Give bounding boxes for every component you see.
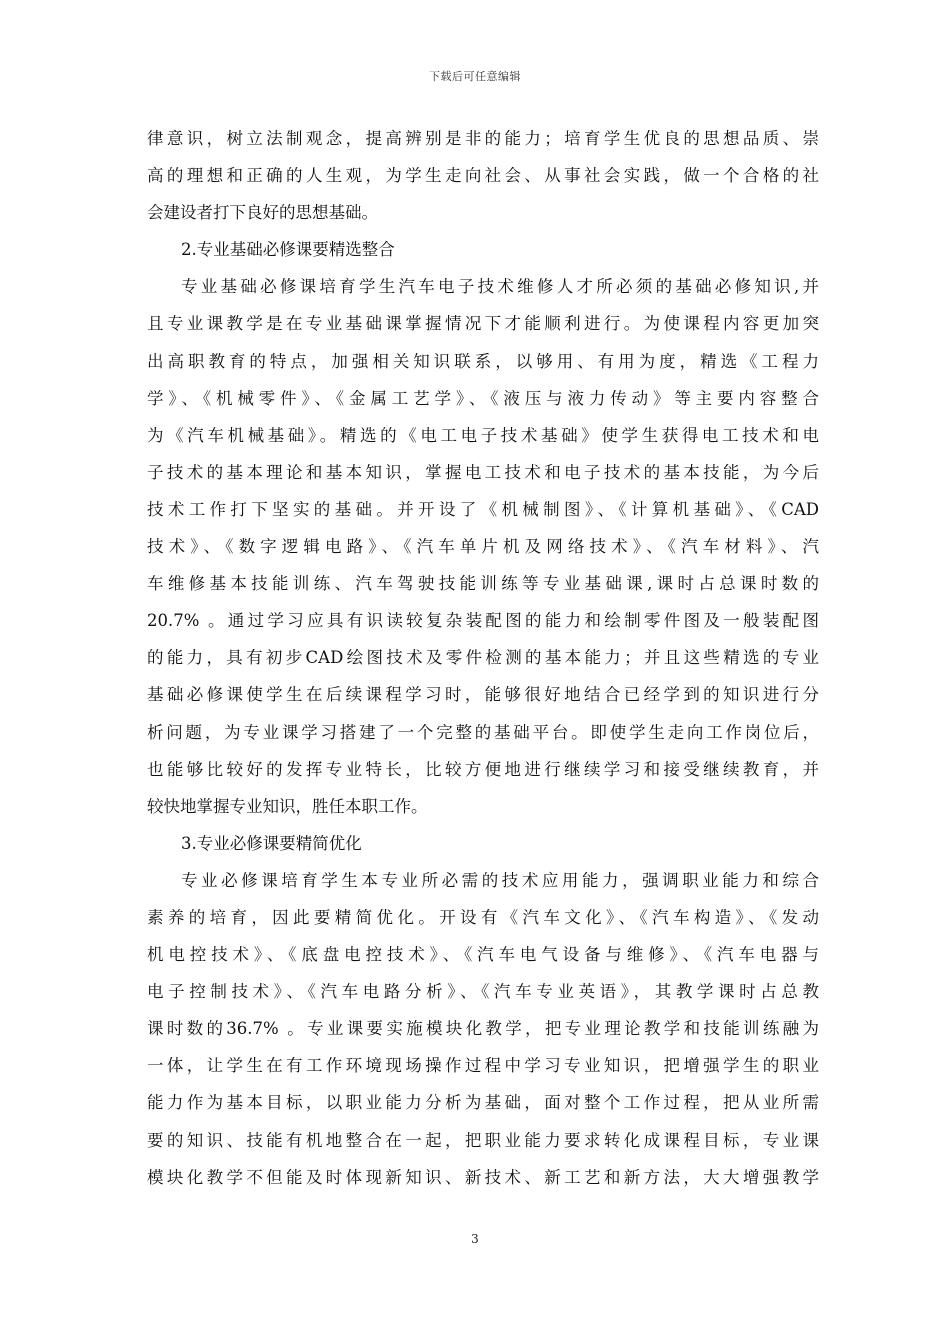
text-line: 律意识，树立法制观念，提高辨别是非的能力；培育学生优良的思想品质、崇: [147, 129, 819, 148]
text-line: 专业基础必修课培育学生汽车电子技术维修人才所必须的基础必修知识,并: [181, 277, 819, 297]
text-line: 出高职教育的特点，加强相关知识联系，以够用、有用为度，精选《工程力: [147, 351, 819, 371]
text-line: 素养的培育，因此要精简优化。开设有《汽车文化》、《汽车构造》、《发动: [147, 907, 819, 927]
text-line: 基础必修课使学生在后续课程学习时，能够很好地结合已经学到的知识进行分: [147, 685, 819, 705]
text-line: 机电控技术》、《底盘电控技术》、《汽车电气设备与维修》、《汽车电器与: [147, 945, 819, 965]
text-line: 20.7% 。通过学习应具有识读较复杂装配图的能力和绘制零件图及一般装配图: [147, 611, 819, 631]
text-line: 的能力，具有初步CAD绘图技术及零件检测的基本能力；并且这些精选的专业: [147, 648, 819, 668]
text-line: 且专业课教学是在专业基础课掌握情况下才能顺利进行。为使课程内容更加突: [147, 314, 819, 334]
text-line: 能力作为基本目标，以职业能力分析为基础，面对整个工作过程，把从业所需: [147, 1093, 819, 1113]
text-line: 课时数的36.7% 。专业课要实施模块化教学，把专业理论教学和技能训练融为: [147, 1019, 819, 1039]
text-line: 会建设者打下良好的思想基础。: [147, 203, 378, 223]
text-line: 专业必修课培育学生本专业所必需的技术应用能力，强调职业能力和综合: [181, 870, 819, 890]
text-line: 技术》、《数字逻辑电路》、《汽车单片机及网络技术》、《汽车材料》、汽: [147, 537, 819, 557]
text-line: 为《汽车机械基础》。精选的《电工电子技术基础》使学生获得电工技术和电: [147, 425, 819, 445]
body-text: [147, 120, 819, 1196]
section-heading: 2.专业基础必修课要精选整合: [181, 240, 395, 260]
text-line: 学》、《机械零件》、《金属工艺学》、《液压与液力传动》等主要内容整合: [147, 388, 819, 408]
text-line: 车维修基本技能训练、汽车驾驶技能训练等专业基础课,课时占总课时数的: [147, 574, 819, 594]
text-line: 一体，让学生在有工作环境现场操作过程中学习专业知识，把增强学生的职业: [147, 1056, 819, 1076]
text-line: 电子控制技术》、《汽车电路分析》、《汽车专业英语》，其教学课时占总教: [147, 982, 819, 1002]
text-line: 较快地掌握专业知识，胜任本职工作。: [147, 796, 428, 816]
header-note: 下载后可任意编辑: [429, 70, 521, 83]
page-number: 3: [471, 1232, 479, 1246]
text-line: 模块化教学不但能及时体现新知识、新技术、新工艺和新方法，大大增强教学: [147, 1167, 819, 1187]
text-line: 析问题，为专业课学习搭建了一个完整的基础平台。即使学生走向工作岗位后，: [147, 722, 819, 742]
text-line: 技术工作打下坚实的基础。并开设了《机械制图》、《计算机基础》、《CAD: [147, 499, 819, 519]
section-heading: 3.专业必修课要精简优化: [181, 833, 362, 853]
text-line: 也能够比较好的发挥专业特长，比较方便地进行继续学习和接受继续教育，并: [147, 759, 819, 779]
text-line: 要的知识、技能有机地整合在一起，把职业能力要求转化成课程目标，专业课: [147, 1130, 819, 1150]
text-line: 子技术的基本理论和基本知识，掌握电工技术和电子技术的基本技能，为今后: [147, 462, 819, 482]
text-line: 高的理想和正确的人生观，为学生走向社会、从事社会实践，做一个合格的社: [147, 166, 819, 186]
